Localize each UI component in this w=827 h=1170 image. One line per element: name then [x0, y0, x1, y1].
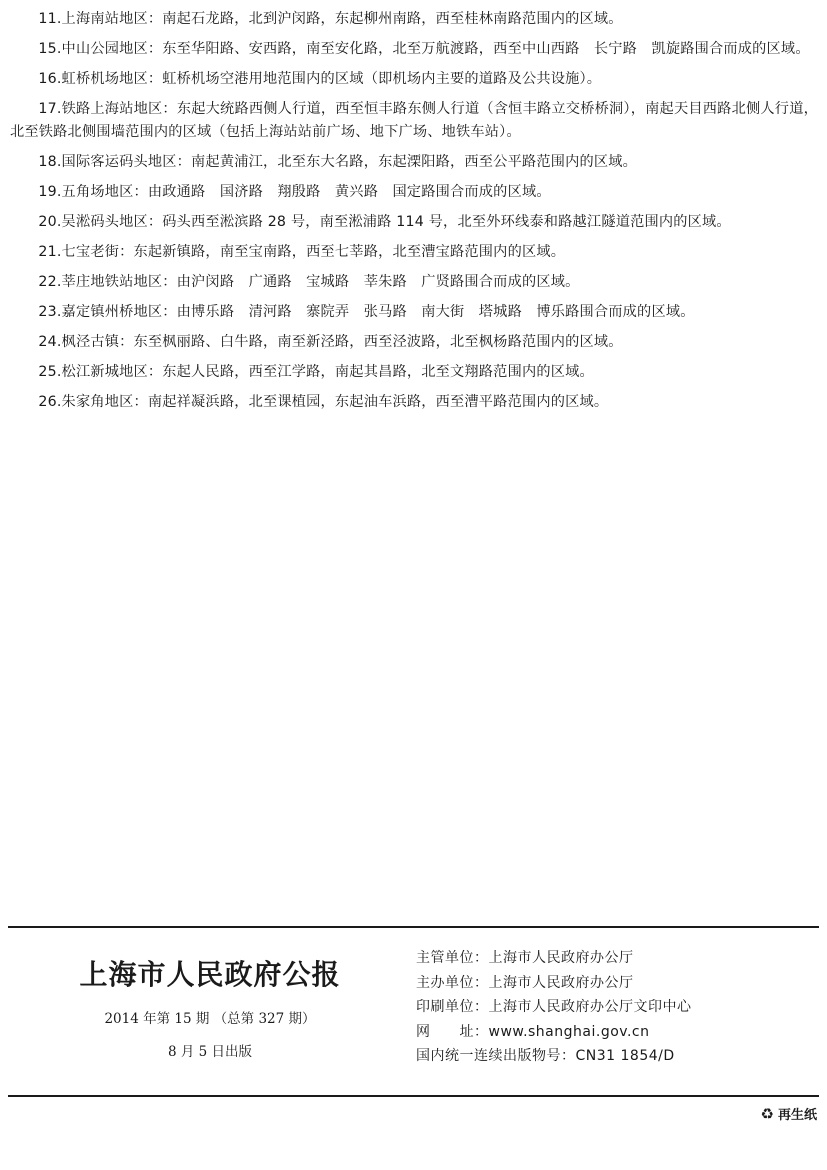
imprint-label: 主办单位：	[416, 974, 489, 991]
imprint-row	[416, 1020, 692, 1045]
website-url: www.shanghai.gov.cn	[488, 1023, 650, 1040]
imprint-label: 印刷单位：	[416, 999, 489, 1015]
imprint-value: 上海市人民政府办公厅	[488, 974, 634, 991]
list-item: 25.松江新城地区：东起人民路，西至江学路，南起其昌路，北至文翔路范围内的区域。	[38, 364, 594, 380]
list-item: 11.上海南站地区：南起石龙路，北到沪闵路，东起柳州南路，西至桂林南路范围内的区域。	[38, 11, 623, 27]
list-item: 19.五角场地区：由政通路 国济路 翔殷路 黄兴路 国定路围合而成的区域。	[38, 184, 551, 200]
list-item: 15.中山公园地区：东至华阳路、安西路，南至安化路，北至万航渡路，西至中山西路 长宁路 凯旋路围合而成的区域。	[38, 41, 810, 57]
list-item: 18.国际客运码头地区：南起黄浦江，北至东大名路，东起溧阳路，西至公平路范围内的区域。	[38, 154, 638, 170]
footer-divider-top	[8, 926, 819, 928]
imprint-row	[416, 1044, 692, 1069]
serial-number: CN31 1854/D	[575, 1048, 675, 1064]
footer-divider-bottom	[8, 1095, 819, 1097]
list-item: 17.铁路上海站地区：东起大统路西侧人行道，西至恒丰路东侧人行道（含恒丰路立交桥桥洞），南起天目西路北侧人行道，北至铁路北侧围墙范围内的区域（包括上海站站前广场、地下广场、地铁车站）。	[10, 101, 818, 140]
recycle-icon: ♻	[760, 1104, 774, 1123]
imprint-row	[416, 946, 692, 971]
imprint-row	[416, 995, 692, 1020]
issue-number: 2014 年第 15 期 （总第 327 期）	[104, 1011, 316, 1027]
article-body	[10, 8, 818, 421]
list-item: 16.虹桥机场地区：虹桥机场空港用地范围内的区域（即机场内主要的道路及公共设施）。	[38, 71, 602, 87]
masthead	[60, 955, 360, 1062]
list-item: 20.吴淞码头地区：码头西至淞滨路 28 号，南至淞浦路 114 号，北至外环线泰和路越江隧道范围内的区域。	[38, 214, 731, 230]
imprint-value: 上海市人民政府办公厅	[488, 950, 634, 966]
list-item: 22.莘庄地铁站地区：由沪闵路 广通路 宝城路 莘朱路 广贤路围合而成的区域。	[38, 274, 580, 290]
imprint-label: 国内统一连续出版物号：	[416, 1048, 576, 1064]
imprint-label: 网 址：	[416, 1023, 489, 1040]
recycled-paper-mark	[761, 1104, 817, 1123]
recycled-paper-label: 再生纸	[777, 1108, 817, 1123]
publication-title: 上海市人民政府公报	[79, 958, 341, 991]
imprint-value: 上海市人民政府办公厅文印中心	[488, 999, 692, 1015]
list-item: 23.嘉定镇州桥地区：由博乐路 清河路 寨院弄 张马路 南大街 塔城路 博乐路围合而成的区域。	[38, 304, 695, 320]
publication-date: 8 月 5 日出版	[167, 1044, 253, 1060]
imprint-label: 主管单位：	[416, 950, 489, 966]
list-item: 21.七宝老街：东起新镇路，南至宝南路，西至七莘路，北至漕宝路范围内的区域。	[38, 244, 566, 260]
imprint-block	[416, 946, 692, 1069]
list-item: 26.朱家角地区：南起祥凝浜路，北至课植园，东起油车浜路，西至漕平路范围内的区域。	[38, 394, 609, 410]
list-item: 24.枫泾古镇：东至枫丽路、白牛路，南至新泾路，西至泾波路，北至枫杨路范围内的区域。	[38, 334, 623, 350]
imprint-row	[416, 971, 692, 996]
